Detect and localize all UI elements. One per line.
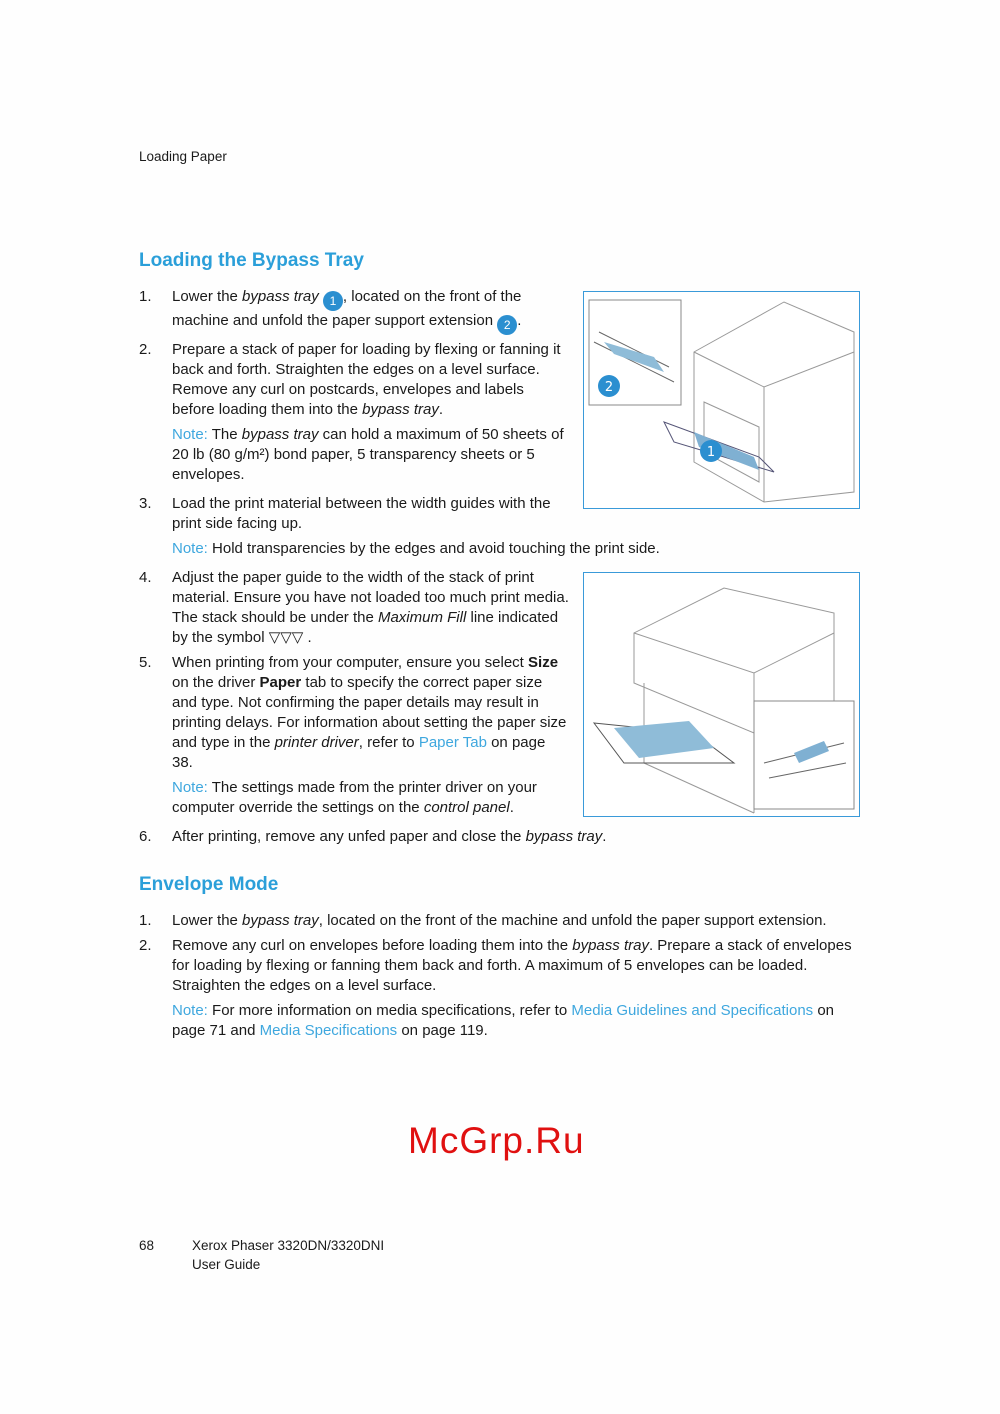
step-number: 1. bbox=[139, 912, 152, 929]
note-label: Note: bbox=[172, 779, 208, 796]
step-6 bbox=[139, 827, 860, 847]
step-number: 4. bbox=[139, 569, 152, 586]
step-number: 6. bbox=[139, 828, 152, 845]
note-label: Note: bbox=[172, 426, 208, 443]
text-run: Lower the bbox=[172, 912, 243, 929]
text-run: line indicated by the symbol bbox=[172, 609, 559, 646]
footer-guide: User Guide bbox=[192, 1257, 261, 1272]
text-run: Load the print material between the width guides with the print side facing up. bbox=[172, 495, 551, 532]
text-run: Adjust the paper guide to the width of the stack of print material. Ensure you have not loaded too much print media. The stack should be under the bbox=[172, 569, 569, 626]
cross-reference-link[interactable]: Paper Tab bbox=[418, 734, 487, 751]
page-number: 68 bbox=[139, 1238, 155, 1253]
running-header: Loading Paper bbox=[139, 149, 227, 164]
section-title-bypass: Loading the Bypass Tray bbox=[139, 250, 364, 271]
text-run: Lower the bbox=[172, 288, 243, 305]
note-transparencies bbox=[139, 539, 860, 559]
callout-label: 2 bbox=[604, 380, 614, 395]
text-run: . bbox=[438, 401, 444, 418]
text-run: bypass tray bbox=[362, 401, 439, 418]
section-title-envelope: Envelope Mode bbox=[139, 874, 279, 895]
text-run: Remove any curl on envelopes before loading them into the bbox=[172, 937, 573, 954]
text-run: can hold a maximum of 50 sheets of 20 lb (80 g/m²) bond paper, 5 transparency sheets or 5 envelopes. bbox=[172, 426, 564, 483]
step-3 bbox=[139, 494, 860, 534]
text-run: , located on the front of the machine and unfold the paper support extension. bbox=[318, 912, 827, 929]
text-run: ▽▽▽ bbox=[268, 629, 304, 646]
text-run: , refer to bbox=[358, 734, 419, 751]
step-number: 2. bbox=[139, 937, 152, 954]
text-run: The settings made from the printer driver on your computer override the settings on the bbox=[172, 779, 537, 816]
text-run: bypass tray bbox=[241, 426, 319, 443]
step-number: 5. bbox=[139, 654, 152, 671]
text-run: After printing, remove any unfed paper and close the bbox=[172, 828, 526, 845]
text-run: . bbox=[517, 312, 522, 329]
text-run: bypass tray bbox=[525, 828, 603, 845]
step-5 bbox=[139, 653, 860, 773]
step-number: 3. bbox=[139, 495, 152, 512]
text-run: on page 119. bbox=[397, 1022, 488, 1039]
watermark: McGrp.Ru bbox=[408, 1120, 585, 1161]
text-run: . bbox=[509, 799, 514, 816]
text-run: bypass tray bbox=[242, 912, 319, 929]
text-run: The bbox=[207, 426, 242, 443]
step-2 bbox=[139, 340, 860, 420]
envelope-step-1 bbox=[139, 911, 860, 931]
main-content bbox=[139, 249, 860, 1050]
text-run: on the driver bbox=[172, 674, 260, 691]
text-run: . Prepare a stack of envelopes for loading by flexing or fanning them back and forth. A maximum of 5 envelopes can be loaded. Straighten the edges on a level surface. bbox=[172, 937, 852, 994]
text-run: Size bbox=[528, 654, 559, 671]
step-number: 1. bbox=[139, 288, 152, 305]
step-1 bbox=[139, 287, 860, 335]
cross-reference-link[interactable]: Media Specifications bbox=[259, 1022, 398, 1039]
callout-1-icon: 1 bbox=[323, 291, 343, 311]
text-run: When printing from your computer, ensure you select bbox=[172, 654, 529, 671]
text-run: Hold transparencies by the edges and avoid touching the print side. bbox=[207, 540, 660, 557]
step-4 bbox=[139, 568, 860, 648]
text-run: tab to specify the correct paper size and type. Not confirming the paper details may result in printing delays. For information about setting the paper size and type in the bbox=[172, 674, 567, 751]
text-run: , located on the front of the machine and unfold the paper support extension bbox=[172, 288, 522, 329]
text-run: Prepare a stack of paper for loading by flexing or fanning it back and forth. Straighten the edges on a level surface. Remove any curl on postcards, envelopes and labels before loading them into the bbox=[172, 341, 561, 418]
text-run: . bbox=[602, 828, 607, 845]
note-label: Note: bbox=[172, 540, 208, 557]
text-run: Maximum Fill bbox=[377, 609, 467, 626]
callout-label: 1 bbox=[706, 445, 716, 460]
text-run: on page 71 and bbox=[172, 1002, 835, 1039]
envelope-step-2 bbox=[139, 936, 860, 996]
note-media bbox=[139, 1001, 860, 1041]
text-run: bypass tray bbox=[242, 288, 319, 305]
note-label: Note: bbox=[172, 1002, 208, 1019]
text-run: bypass tray bbox=[572, 937, 649, 954]
callout-2-icon: 2 bbox=[497, 315, 517, 335]
text-run: Paper bbox=[259, 674, 302, 691]
text-run: . bbox=[303, 629, 312, 646]
text-run: For more information on media specifications, refer to bbox=[207, 1002, 572, 1019]
text-run: printer driver bbox=[274, 734, 359, 751]
cross-reference-link[interactable]: Media Guidelines and Specifications bbox=[571, 1002, 814, 1019]
text-run: control panel bbox=[423, 799, 510, 816]
text-run: on page 38. bbox=[172, 734, 546, 771]
step-number: 2. bbox=[139, 341, 152, 358]
footer-product: Xerox Phaser 3320DN/3320DNI bbox=[192, 1238, 385, 1253]
